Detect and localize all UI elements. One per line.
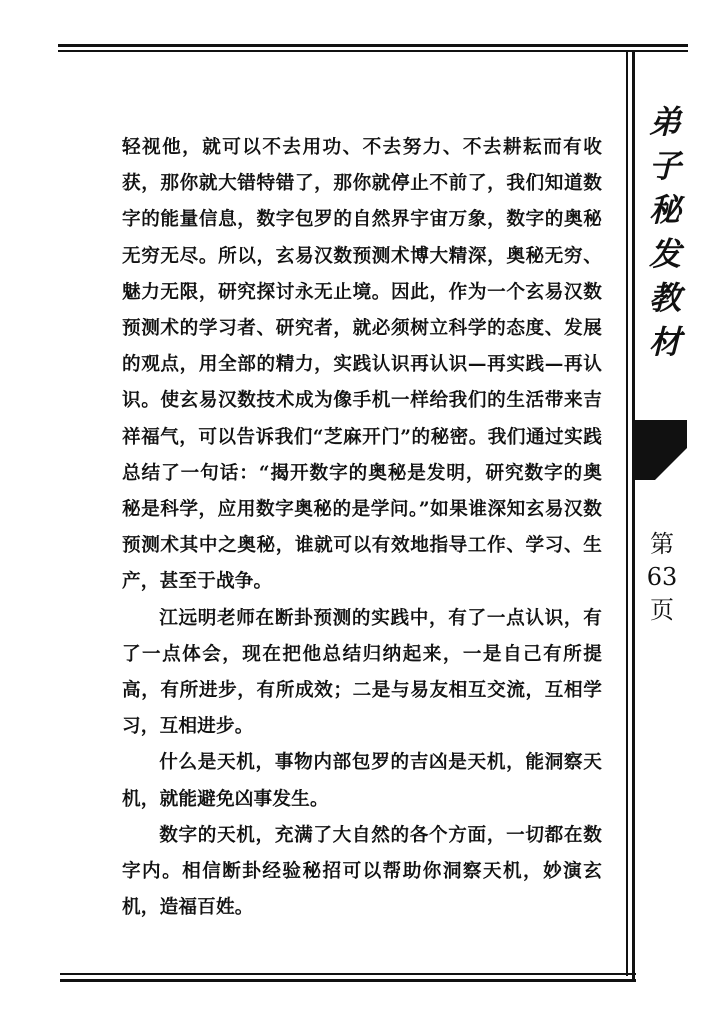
- bottom-border-rule-inner: [60, 973, 636, 975]
- paragraph-1: 轻视他，就可以不去用功、不去努力、不去耕耘而有收获，那你就大错特错了，那你就停止不前了，我们知道数字的能量信息，数字包罗的自然界宇宙万象，数字的奥秘无穷无尽。所以，玄易汉数预测术博大精深，奥秘无穷、魅力无限，研究探讨永无止境。因此，作为一个玄易汉数预测术的学习者、研究者，就必须树立科学的态度、发展的观点，用全部的精力，实践认识再认识—再实践—再认识。使玄易汉数技术成为像手机一样给我们的生活带来吉祥福气，可以告诉我们“芝麻开门”的秘密。我们通过实践总结了一句话：“揭开数字的奥秘是发明，研究数字的奥秘是科学，应用数字奥秘的是学问。”如果谁深知玄易汉数预测术其中之奥秘，谁就可以有效地指导工作、学习、生产，甚至于战争。: [122, 137, 602, 593]
- paragraph-2: 江远明老师在断卦预测的实践中，有了一点认识，有了一点体会，现在把他总结归纳起来，一是自己有所提高，有所进步，有所成效；二是与易友相互交流，互相学习，互相进步。: [122, 607, 602, 738]
- black-tab-marker: [635, 420, 687, 480]
- bottom-border-rule: [60, 979, 636, 982]
- page-body-text: [122, 130, 602, 926]
- title-char-4: 发: [648, 235, 681, 273]
- page-number: 63: [646, 563, 678, 591]
- page-number-block: [640, 528, 684, 627]
- title-char-5: 教: [648, 279, 681, 317]
- margin-divider-line-outer: [632, 50, 635, 982]
- title-char-1: 弟: [648, 103, 681, 141]
- margin-divider-line: [626, 50, 628, 976]
- title-char-3: 秘: [648, 191, 681, 229]
- title-char-6: 材: [648, 323, 681, 361]
- paragraph-4: 数字的天机，充满了大自然的各个方面，一切都在数字内。相信断卦经验秘招可以帮助你洞察天机，妙演玄机，造福百姓。: [122, 824, 602, 919]
- page-label-top: 第: [650, 530, 674, 558]
- top-border-rule-inner: [58, 50, 688, 52]
- sidebar-book-title: [645, 100, 685, 364]
- page-label-bottom: 页: [650, 596, 674, 624]
- title-char-2: 子: [648, 147, 681, 185]
- paragraph-3: 什么是天机，事物内部包罗的吉凶是天机，能洞察天机，就能避免凶事发生。: [122, 752, 602, 810]
- top-border-rule: [58, 44, 688, 47]
